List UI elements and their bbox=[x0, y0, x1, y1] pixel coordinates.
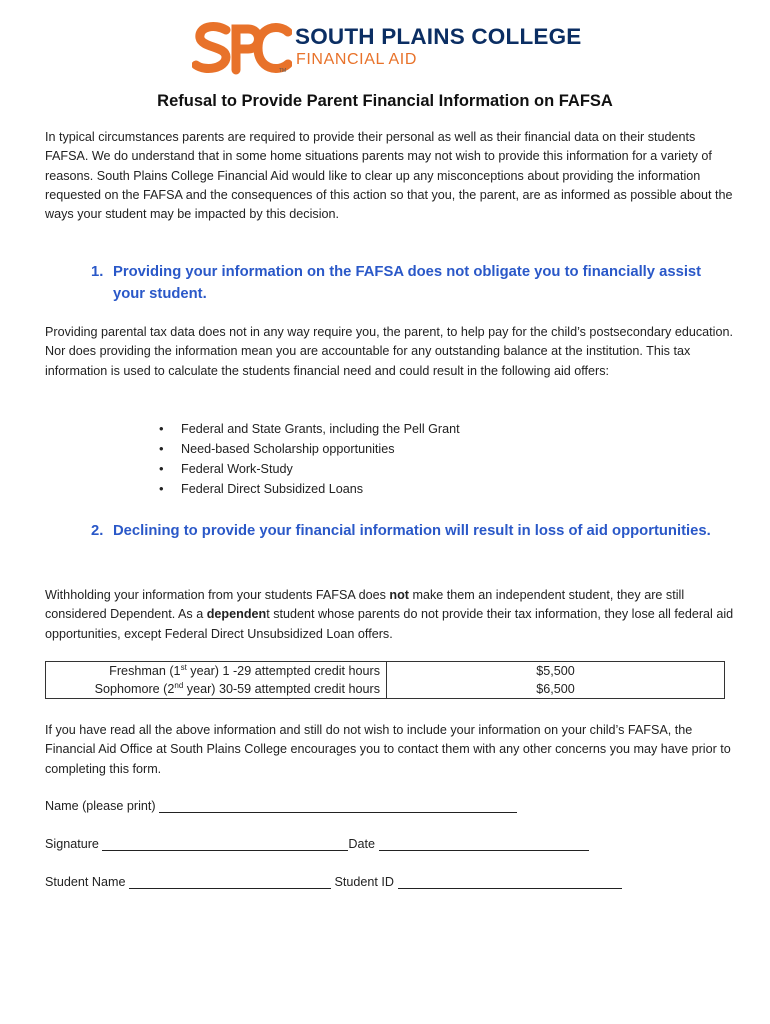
section-2-heading bbox=[91, 520, 731, 542]
student-id-label: Student ID bbox=[334, 875, 395, 889]
bullet-icon: • bbox=[159, 461, 164, 476]
intro-paragraph: In typical circumstances parents are required to provide their personal as well as their financial data on their students FAFSA. We do understand that in some home situations parents may not wish to provide this information for a variety of reasons. South Plains College Financial Aid would like to clear up any misconceptions about providing the information requested on the FAFSA and the consequences of this action so that you, the parent, are as informed as possible about the ways your student may be impacted by this decision. bbox=[45, 130, 733, 222]
trademark-mark: TM bbox=[279, 68, 287, 74]
college-logo bbox=[192, 20, 582, 76]
list-item bbox=[155, 419, 460, 439]
section-1-title: Providing your information on the FAFSA does not obligate you to financially assist your student. bbox=[113, 264, 702, 302]
list-item-label: Federal Direct Subsidized Loans bbox=[181, 482, 364, 496]
loan-amount: $6,500 bbox=[387, 680, 725, 699]
name-field-row bbox=[45, 798, 517, 813]
college-name: SOUTH PLAINS COLLEGE bbox=[295, 24, 582, 49]
body-text: t student whose parents do not provide their tax information, they lose all federal aid opportunities, except Federal Direct Unsubsidized Loan offers. bbox=[45, 607, 734, 641]
date-input-line[interactable] bbox=[379, 836, 589, 851]
closing-paragraph: If you have read all the above information and still do not wish to include your information on your child’s FAFSA, the Financial Aid Office at South Plains College encourages you to contact them with any other concerns you may have prior to completing this form. bbox=[45, 723, 731, 776]
signature-label: Signature bbox=[45, 837, 99, 851]
list-item-label: Federal Work-Study bbox=[181, 462, 293, 476]
emphasis-not: not bbox=[389, 588, 409, 602]
table-row bbox=[46, 680, 725, 699]
student-field-row bbox=[45, 874, 622, 889]
loan-amount: $5,500 bbox=[387, 662, 725, 681]
bullet-icon: • bbox=[159, 481, 164, 496]
student-name-label: Student Name bbox=[45, 875, 126, 889]
loan-year-label: Freshman (1st year) 1 -29 attempted credit hours bbox=[46, 662, 387, 681]
section-1-heading bbox=[91, 261, 731, 305]
body-text: make them an independent student, they are still considered Dependent. As a bbox=[45, 588, 685, 622]
section-1-number: 1. bbox=[91, 264, 104, 280]
loan-limits-table bbox=[45, 661, 725, 699]
list-item bbox=[155, 439, 460, 459]
date-label: Date bbox=[348, 837, 376, 851]
emphasis-dependent: dependen bbox=[206, 607, 267, 622]
list-item bbox=[155, 459, 460, 479]
bullet-icon: • bbox=[159, 441, 164, 456]
bullet-icon: • bbox=[159, 421, 164, 436]
body-text: Withholding your information from your students FAFSA does bbox=[45, 588, 390, 602]
list-item bbox=[155, 479, 460, 499]
list-item-label: Need-based Scholarship opportunities bbox=[181, 442, 395, 456]
table-row bbox=[46, 662, 725, 681]
loan-year-label: Sophomore (2nd year) 30-59 attempted credit hours bbox=[46, 680, 387, 699]
department-name: FINANCIAL AID bbox=[296, 51, 418, 68]
section-1-body: Providing parental tax data does not in any way require you, the parent, to help pay for the child’s postsecondary education. Nor does providing the information mean you are accountable for any outstanding balance at the institution. This tax information is used to calculate the students financial need and could result in the following aid offers: bbox=[45, 325, 733, 378]
section-2-title: Declining to provide your financial information will result in loss of aid opportunities. bbox=[113, 523, 711, 539]
list-item-label: Federal and State Grants, including the Pell Grant bbox=[181, 422, 460, 436]
section-2-body bbox=[45, 586, 735, 644]
signature-field-row bbox=[45, 836, 589, 851]
student-name-input-line[interactable] bbox=[129, 874, 331, 889]
aid-offers-list bbox=[155, 419, 460, 499]
section-2-number: 2. bbox=[91, 523, 104, 539]
page-title: Refusal to Provide Parent Financial Information on FAFSA bbox=[157, 92, 613, 110]
signature-input-line[interactable] bbox=[102, 836, 348, 851]
spc-monogram-icon bbox=[192, 20, 292, 76]
student-id-input-line[interactable] bbox=[398, 874, 622, 889]
name-label: Name (please print) bbox=[45, 799, 156, 813]
name-input-line[interactable] bbox=[159, 798, 517, 813]
